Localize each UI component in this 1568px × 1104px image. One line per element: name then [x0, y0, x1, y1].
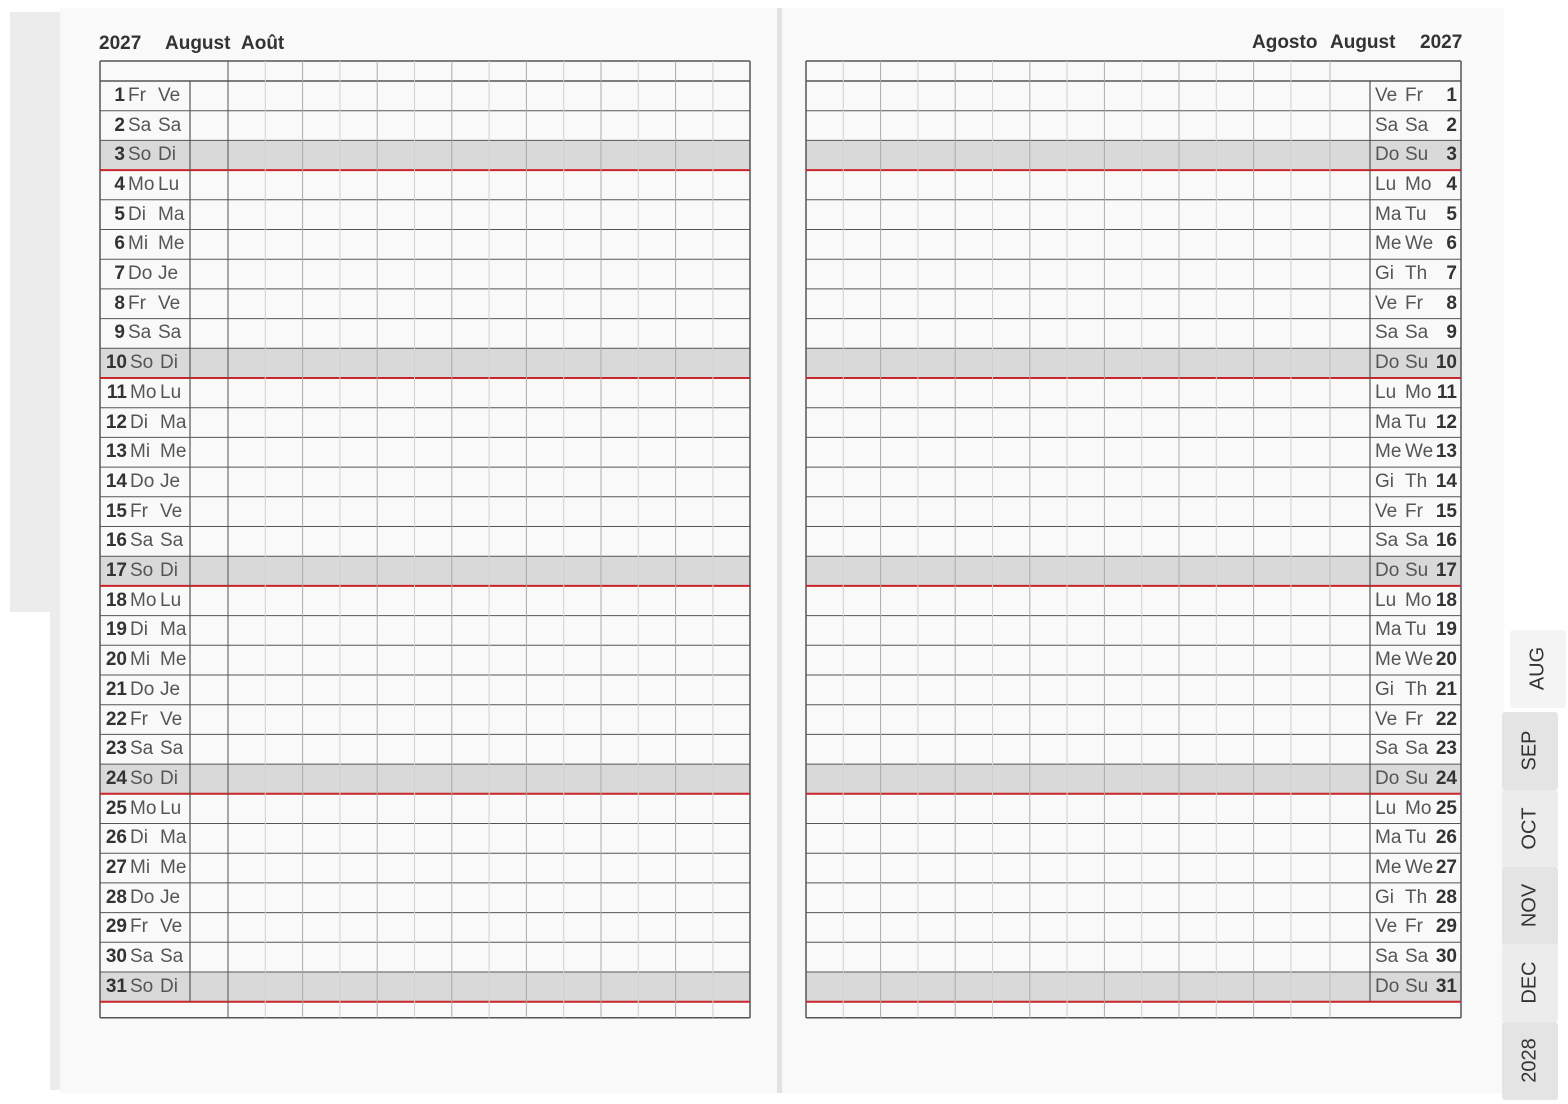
- day-abbr-en: Su: [1405, 560, 1429, 582]
- day-abbr-en: Sa: [1405, 946, 1429, 968]
- day-abbr-it: Lu: [1375, 381, 1397, 403]
- day-label-right: [1375, 883, 1457, 913]
- day-abbr-fr: Je: [160, 886, 181, 908]
- day-abbr-de: Fr: [130, 708, 148, 730]
- month-tab-label: OCT: [1518, 807, 1541, 850]
- day-number: 4: [114, 173, 125, 195]
- day-label-left: [105, 645, 190, 675]
- day-number: 10: [105, 352, 127, 374]
- day-abbr-fr: Sa: [158, 114, 182, 136]
- sunday-row-left: [100, 140, 750, 170]
- day-abbr-de: Fr: [130, 500, 148, 522]
- day-abbr-fr: Je: [158, 263, 179, 285]
- day-abbr-en: Su: [1405, 975, 1429, 997]
- day-number: 1: [1446, 84, 1457, 106]
- day-abbr-en: Mo: [1405, 589, 1432, 611]
- day-number: 21: [105, 678, 127, 700]
- day-label-left: [105, 675, 190, 705]
- day-number: 5: [114, 203, 125, 225]
- day-abbr-de: So: [130, 767, 154, 789]
- sunday-row-right: [806, 764, 1461, 794]
- day-abbr-fr: Ma: [160, 827, 187, 849]
- day-abbr-en: Fr: [1405, 84, 1423, 106]
- day-number: 3: [114, 144, 125, 166]
- day-label-left: [105, 140, 190, 170]
- day-number: 1: [114, 84, 125, 106]
- day-number: 29: [105, 916, 127, 938]
- day-abbr-de: Mi: [130, 857, 151, 879]
- day-number: 8: [1446, 292, 1457, 314]
- day-number: 9: [114, 322, 125, 344]
- day-label-right: [1375, 794, 1457, 824]
- day-number: 14: [1435, 470, 1457, 492]
- day-abbr-fr: Ve: [160, 500, 183, 522]
- day-abbr-en: Tu: [1405, 827, 1427, 849]
- day-label-left: [105, 705, 190, 735]
- day-abbr-en: Sa: [1405, 114, 1429, 136]
- day-abbr-en: Sa: [1405, 738, 1429, 760]
- day-abbr-it: Sa: [1375, 738, 1399, 760]
- day-abbr-fr: Me: [160, 649, 187, 671]
- sunday-row-right: [806, 556, 1461, 586]
- day-abbr-it: Me: [1375, 649, 1402, 671]
- day-abbr-fr: Di: [160, 975, 178, 997]
- day-abbr-en: Th: [1405, 678, 1428, 700]
- day-abbr-en: Th: [1405, 263, 1428, 285]
- day-label-right: [1375, 824, 1457, 854]
- day-abbr-it: Lu: [1375, 797, 1397, 819]
- day-number: 19: [1435, 619, 1457, 641]
- day-abbr-de: Do: [128, 263, 153, 285]
- day-number: 22: [105, 708, 127, 730]
- month-tab-dec[interactable]: [1502, 944, 1558, 1022]
- day-label-right: [1375, 616, 1457, 646]
- day-label-right: [1375, 675, 1457, 705]
- day-number: 16: [105, 530, 127, 552]
- day-number: 28: [1435, 886, 1457, 908]
- day-abbr-en: Th: [1405, 886, 1428, 908]
- day-abbr-fr: Ve: [160, 708, 183, 730]
- sunday-row-left: [100, 972, 750, 1002]
- day-label-left: [105, 853, 190, 883]
- day-abbr-fr: Ve: [158, 292, 181, 314]
- day-label-left: [105, 170, 190, 200]
- day-abbr-it: Gi: [1375, 678, 1394, 700]
- day-abbr-fr: Sa: [160, 530, 184, 552]
- day-abbr-it: Do: [1375, 560, 1400, 582]
- day-abbr-de: So: [130, 560, 154, 582]
- day-number: 8: [114, 292, 125, 314]
- day-label-left: [105, 467, 190, 497]
- day-abbr-de: Di: [130, 827, 148, 849]
- day-abbr-en: Fr: [1405, 916, 1423, 938]
- day-number: 29: [1435, 916, 1457, 938]
- day-label-right: [1375, 81, 1457, 111]
- day-abbr-en: Sa: [1405, 322, 1429, 344]
- day-number: 27: [1435, 857, 1457, 879]
- day-number: 15: [1435, 500, 1457, 522]
- day-number: 12: [105, 411, 127, 433]
- day-label-left: [105, 794, 190, 824]
- day-number: 30: [105, 946, 127, 968]
- day-number: 10: [1435, 352, 1457, 374]
- day-number: 24: [1435, 767, 1457, 789]
- day-number: 12: [1435, 411, 1457, 433]
- right-month-en: August: [1330, 32, 1396, 53]
- day-abbr-de: Mi: [130, 649, 151, 671]
- day-number: 14: [105, 470, 127, 492]
- month-tab-aug[interactable]: [1510, 630, 1566, 708]
- day-number: 18: [1435, 589, 1457, 611]
- day-abbr-fr: Sa: [160, 738, 184, 760]
- day-abbr-fr: Sa: [160, 946, 184, 968]
- day-abbr-de: So: [128, 144, 152, 166]
- day-abbr-en: Mo: [1405, 381, 1432, 403]
- day-number: 4: [1446, 173, 1457, 195]
- day-abbr-de: Sa: [128, 114, 152, 136]
- day-abbr-it: Sa: [1375, 114, 1399, 136]
- day-label-left: [105, 497, 190, 527]
- day-abbr-it: Ma: [1375, 411, 1402, 433]
- day-abbr-en: Su: [1405, 144, 1429, 166]
- day-abbr-fr: Ma: [160, 411, 187, 433]
- day-label-right: [1375, 497, 1457, 527]
- day-abbr-it: Do: [1375, 975, 1400, 997]
- day-abbr-it: Ma: [1375, 203, 1402, 225]
- day-abbr-fr: Je: [160, 470, 181, 492]
- day-label-right: [1375, 853, 1457, 883]
- day-abbr-it: Lu: [1375, 589, 1397, 611]
- day-label-left: [105, 348, 190, 378]
- day-label-left: [105, 259, 190, 289]
- day-label-right: [1375, 200, 1457, 230]
- day-abbr-en: We: [1405, 441, 1434, 463]
- day-abbr-fr: Ve: [158, 84, 181, 106]
- day-label-left: [105, 913, 190, 943]
- day-number: 26: [1435, 827, 1457, 849]
- month-tab-label: DEC: [1518, 961, 1541, 1004]
- day-number: 7: [1446, 263, 1457, 285]
- left-month-de: August: [165, 33, 231, 54]
- day-abbr-en: We: [1405, 233, 1434, 255]
- day-label-right: [1375, 734, 1457, 764]
- day-number: 26: [105, 827, 127, 849]
- day-label-right: [1375, 170, 1457, 200]
- day-number: 31: [1435, 975, 1457, 997]
- day-label-left: [105, 200, 190, 230]
- month-tab-oct[interactable]: [1502, 790, 1558, 868]
- day-number: 25: [1435, 797, 1457, 819]
- day-number: 2: [114, 114, 125, 136]
- day-number: 11: [1436, 381, 1457, 403]
- day-abbr-it: Gi: [1375, 886, 1394, 908]
- sunday-row-left: [100, 348, 750, 378]
- day-number: 16: [1435, 530, 1457, 552]
- day-abbr-en: Tu: [1405, 411, 1427, 433]
- day-abbr-fr: Me: [160, 441, 187, 463]
- day-abbr-it: Ve: [1375, 500, 1398, 522]
- day-abbr-fr: Me: [160, 857, 187, 879]
- day-number: 5: [1446, 203, 1457, 225]
- day-abbr-de: Di: [130, 619, 148, 641]
- day-abbr-de: Mi: [130, 441, 151, 463]
- day-number: 15: [105, 500, 127, 522]
- day-abbr-en: We: [1405, 857, 1434, 879]
- month-tab-label: 2028: [1518, 1038, 1541, 1083]
- month-tab-2028[interactable]: [1502, 1022, 1558, 1100]
- day-label-right: [1375, 913, 1457, 943]
- day-abbr-fr: Di: [158, 144, 176, 166]
- sunday-row-left: [100, 556, 750, 586]
- day-abbr-it: Ve: [1375, 84, 1398, 106]
- day-abbr-de: Do: [130, 886, 155, 908]
- day-number: 7: [114, 263, 125, 285]
- day-label-right: [1375, 645, 1457, 675]
- day-label-right: [1375, 140, 1457, 170]
- day-label-left: [105, 586, 190, 616]
- day-label-left: [105, 81, 190, 111]
- day-abbr-fr: Di: [160, 560, 178, 582]
- day-abbr-de: Fr: [130, 916, 148, 938]
- day-abbr-de: Sa: [130, 530, 154, 552]
- day-number: 6: [1446, 233, 1457, 255]
- right-month-it: Agosto: [1252, 32, 1318, 53]
- day-abbr-it: Sa: [1375, 322, 1399, 344]
- day-abbr-fr: Di: [160, 767, 178, 789]
- day-abbr-de: So: [130, 352, 154, 374]
- day-number: 27: [105, 857, 127, 879]
- day-abbr-it: Sa: [1375, 530, 1399, 552]
- day-number: 23: [105, 738, 127, 760]
- day-abbr-de: Do: [130, 470, 155, 492]
- day-label-right: [1375, 378, 1457, 408]
- day-abbr-de: Di: [130, 411, 148, 433]
- day-number: 23: [1435, 738, 1457, 760]
- day-abbr-fr: Me: [158, 233, 185, 255]
- day-number: 6: [114, 233, 125, 255]
- day-abbr-de: Sa: [130, 946, 154, 968]
- day-number: 18: [105, 589, 127, 611]
- day-abbr-de: Fr: [128, 292, 146, 314]
- day-abbr-en: Tu: [1405, 619, 1427, 641]
- day-abbr-it: Do: [1375, 767, 1400, 789]
- day-abbr-en: Mo: [1405, 797, 1432, 819]
- day-label-right: [1375, 764, 1457, 794]
- day-abbr-fr: Ve: [160, 916, 183, 938]
- day-abbr-de: Mo: [130, 797, 157, 819]
- day-label-left: [105, 883, 190, 913]
- day-abbr-fr: Ma: [160, 619, 187, 641]
- day-label-right: [1375, 111, 1457, 141]
- day-number: 24: [105, 767, 127, 789]
- day-number: 17: [1435, 560, 1457, 582]
- right-year: 2027: [1420, 32, 1463, 53]
- day-abbr-en: Su: [1405, 767, 1429, 789]
- day-number: 13: [105, 441, 127, 463]
- month-tab-label: SEP: [1518, 730, 1541, 771]
- day-abbr-de: Mi: [128, 233, 149, 255]
- day-abbr-en: Fr: [1405, 500, 1423, 522]
- day-label-left: [105, 616, 190, 646]
- day-number: 21: [1435, 678, 1457, 700]
- day-number: 3: [1446, 144, 1457, 166]
- day-abbr-fr: Lu: [160, 589, 182, 611]
- day-abbr-it: Gi: [1375, 470, 1394, 492]
- day-abbr-fr: Je: [160, 678, 181, 700]
- day-abbr-en: Fr: [1405, 708, 1423, 730]
- day-abbr-en: Su: [1405, 352, 1429, 374]
- day-abbr-de: Mo: [130, 381, 157, 403]
- day-label-left: [105, 972, 190, 1002]
- sunday-row-right: [806, 972, 1461, 1002]
- day-number: 17: [105, 560, 127, 582]
- day-label-left: [105, 824, 190, 854]
- day-label-left: [105, 527, 190, 557]
- day-label-right: [1375, 527, 1457, 557]
- day-abbr-it: Ma: [1375, 619, 1402, 641]
- day-abbr-en: Mo: [1405, 173, 1432, 195]
- left-year: 2027: [99, 33, 142, 54]
- day-number: 25: [105, 797, 127, 819]
- day-label-right: [1375, 319, 1457, 349]
- day-number: 13: [1435, 441, 1457, 463]
- month-tab-nov[interactable]: [1502, 867, 1558, 945]
- day-label-left: [105, 556, 190, 586]
- sunday-row-right: [806, 348, 1461, 378]
- day-number: 20: [105, 649, 127, 671]
- day-abbr-it: Ve: [1375, 708, 1398, 730]
- day-abbr-en: Th: [1405, 470, 1428, 492]
- day-label-right: [1375, 942, 1457, 972]
- day-number: 19: [105, 619, 127, 641]
- month-tab-sep[interactable]: [1502, 712, 1558, 790]
- day-label-left: [105, 230, 190, 260]
- day-abbr-fr: Ma: [158, 203, 185, 225]
- day-abbr-it: Do: [1375, 352, 1400, 374]
- day-number: 2: [1446, 114, 1457, 136]
- day-number: 28: [105, 886, 127, 908]
- day-label-left: [105, 437, 190, 467]
- day-label-left: [105, 378, 190, 408]
- month-tab-label: AUG: [1526, 646, 1549, 691]
- day-label-left: [105, 408, 190, 438]
- day-label-right: [1375, 467, 1457, 497]
- day-abbr-it: Ma: [1375, 827, 1402, 849]
- day-label-right: [1375, 289, 1457, 319]
- day-abbr-fr: Lu: [160, 797, 182, 819]
- day-abbr-en: Sa: [1405, 530, 1429, 552]
- day-abbr-de: Sa: [130, 738, 154, 760]
- day-label-left: [105, 764, 190, 794]
- day-abbr-en: Tu: [1405, 203, 1427, 225]
- day-abbr-fr: Lu: [158, 173, 180, 195]
- day-label-right: [1375, 348, 1457, 378]
- day-abbr-fr: Sa: [158, 322, 182, 344]
- day-number: 9: [1446, 322, 1457, 344]
- day-abbr-it: Do: [1375, 144, 1400, 166]
- day-abbr-fr: Lu: [160, 381, 182, 403]
- day-abbr-fr: Di: [160, 352, 178, 374]
- day-abbr-it: Ve: [1375, 292, 1398, 314]
- day-number: 31: [105, 975, 127, 997]
- day-abbr-it: Gi: [1375, 263, 1394, 285]
- day-abbr-de: Di: [128, 203, 146, 225]
- day-abbr-de: Fr: [128, 84, 146, 106]
- day-number: 22: [1435, 708, 1457, 730]
- day-label-right: [1375, 556, 1457, 586]
- day-abbr-it: Lu: [1375, 173, 1397, 195]
- day-number: 30: [1435, 946, 1457, 968]
- day-abbr-it: Me: [1375, 233, 1402, 255]
- day-label-left: [105, 289, 190, 319]
- sunday-row-right: [806, 140, 1461, 170]
- sunday-row-left: [100, 764, 750, 794]
- day-label-left: [105, 319, 190, 349]
- day-label-right: [1375, 408, 1457, 438]
- day-abbr-it: Me: [1375, 857, 1402, 879]
- day-label-left: [105, 734, 190, 764]
- day-label-right: [1375, 437, 1457, 467]
- day-abbr-it: Me: [1375, 441, 1402, 463]
- day-label-right: [1375, 972, 1457, 1002]
- day-abbr-de: Mo: [128, 173, 155, 195]
- day-label-right: [1375, 705, 1457, 735]
- day-abbr-de: Sa: [128, 322, 152, 344]
- day-label-right: [1375, 586, 1457, 616]
- day-abbr-en: We: [1405, 649, 1434, 671]
- left-month-fr: Août: [241, 33, 285, 54]
- day-number: 11: [106, 381, 127, 403]
- day-abbr-en: Fr: [1405, 292, 1423, 314]
- day-abbr-de: Do: [130, 678, 155, 700]
- day-abbr-de: Mo: [130, 589, 157, 611]
- day-abbr-it: Sa: [1375, 946, 1399, 968]
- day-label-left: [105, 111, 190, 141]
- day-number: 20: [1435, 649, 1457, 671]
- day-label-right: [1375, 230, 1457, 260]
- day-abbr-it: Ve: [1375, 916, 1398, 938]
- day-abbr-de: So: [130, 975, 154, 997]
- day-label-left: [105, 942, 190, 972]
- day-label-right: [1375, 259, 1457, 289]
- month-tab-label: NOV: [1518, 883, 1541, 928]
